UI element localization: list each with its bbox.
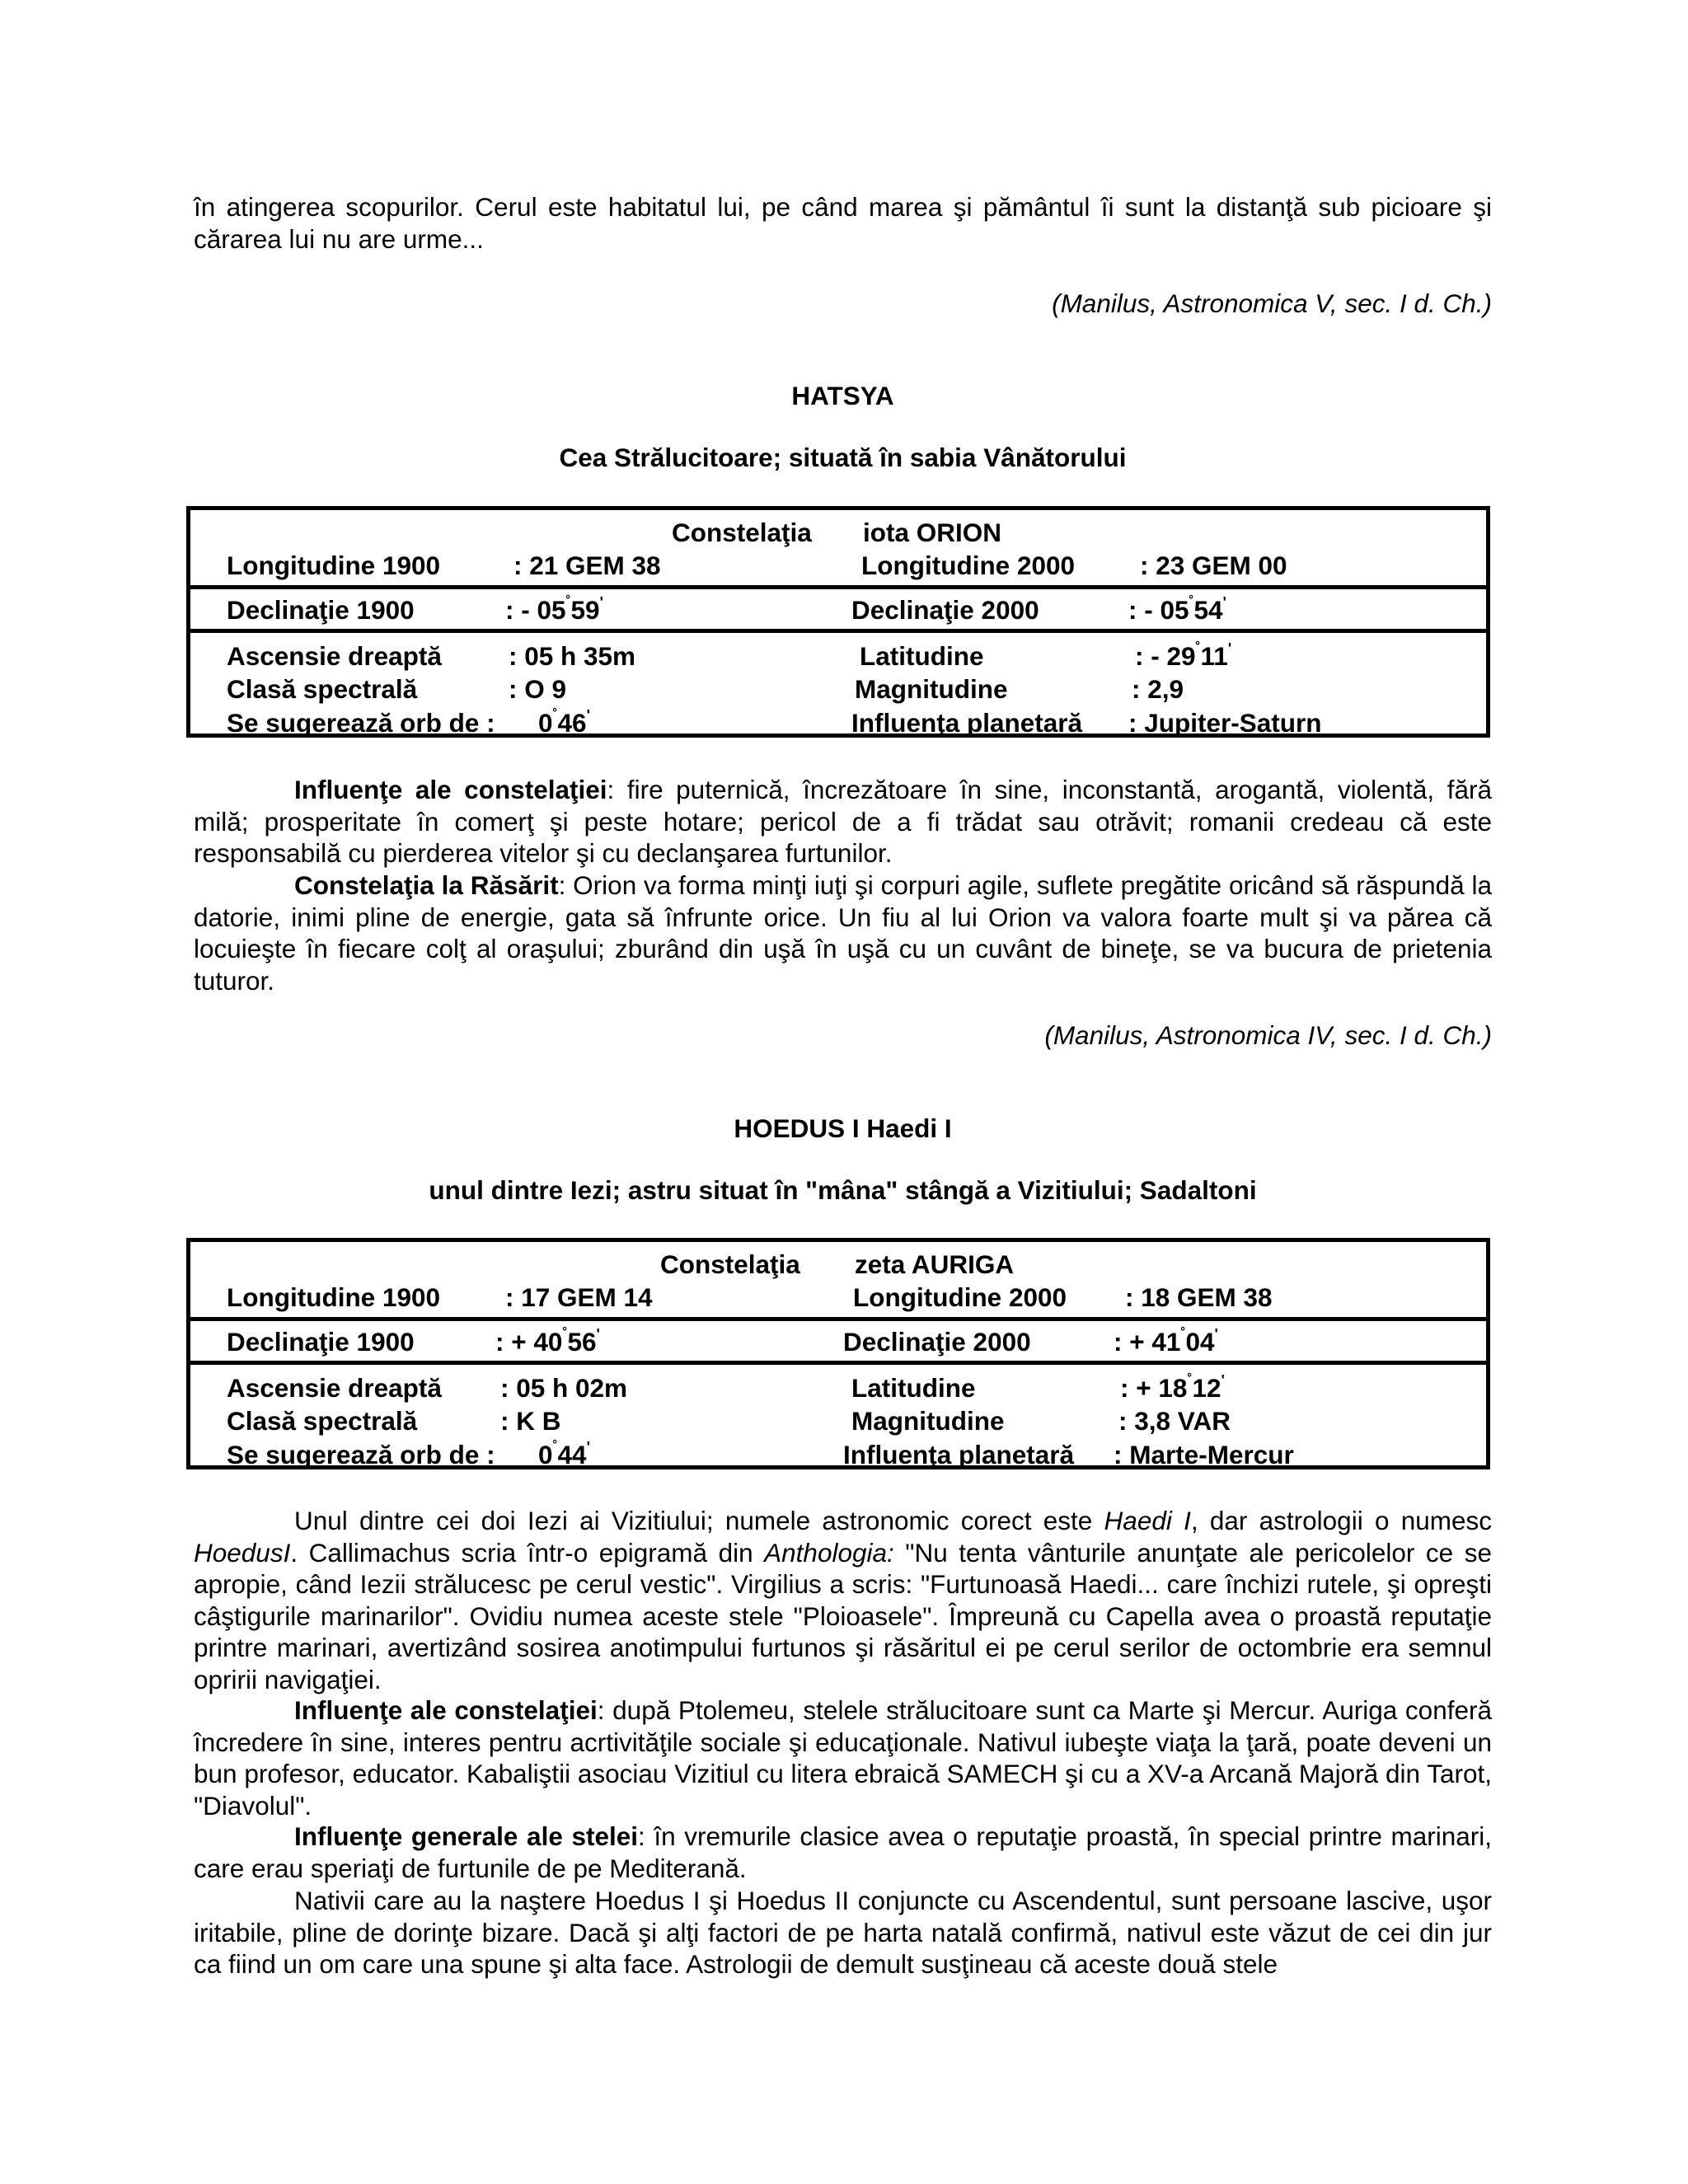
hatsya-citation: (Manilus, Astronomica IV, sec. I d. Ch.) bbox=[1044, 1020, 1492, 1050]
declination-2000-label: Declinaţie 2000 bbox=[843, 1327, 1031, 1357]
spectral-class-value: : O 9 bbox=[509, 674, 567, 704]
hatsya-subtitle: Cea Strălucitoare; situată în sabia Vânătorului bbox=[559, 443, 1127, 472]
declination-2000-value: : - 05˚54' bbox=[1128, 594, 1226, 625]
longitude-2000-label: Longitudine 2000 bbox=[853, 1282, 1067, 1312]
magnitude-label: Magnitudine bbox=[851, 1406, 1005, 1436]
hoedus-paragraph-intro: Unul dintre cei doi Iezi ai Vizitiului; numele astronomic corect este Haedi I, dar astrologii o numesc HoedusI. Callimachus scria într-o epigramă din Anthologia: "Nu tenta vânturile anunţate ale pericolelor ce se apropie, când Iezii strălucesc pe cerul vestic". Virgilius a scris: "Furtunoasă Haedi... care închizi rutele, şi opreşti câştigurile marinarilor". Ovidiu numea aceste stele "Ploioasele". Împreună cu Capella avea o proastă reputaţie printre marinari, avertizând sosirea anotimpului furtunos şi răsăritul ei pe cerul serilor de octombrie era semnul opririi navigaţiei. bbox=[194, 1506, 1492, 1694]
longitude-1900-label: Longitudine 1900 bbox=[227, 551, 441, 580]
magnitude-label: Magnitudine bbox=[855, 674, 1008, 704]
latitude-value: : + 18˚12' bbox=[1120, 1372, 1225, 1403]
longitude-1900-value: : 17 GEM 14 bbox=[505, 1282, 653, 1312]
planetary-influence-value: : Marte-Mercur bbox=[1114, 1440, 1294, 1469]
hatsya-title: HATSYA bbox=[791, 381, 894, 410]
right-ascension-value: : 05 h 02m bbox=[500, 1373, 628, 1403]
hoedus-paragraph-natives: Nativii care au la naştere Hoedus I şi Hoedus II conjuncte cu Ascendentul, sunt persoane lascive, uşor iritabile, pline de dorinţe bizare. Dacă şi alţi factori de pe harta natală confirmă, nativul este văzut de cei din jur ca fiind un om care una spune şi alta face. Astrologii de demult susţineau că aceste două stele bbox=[194, 1886, 1492, 1979]
hoedus-data-table bbox=[186, 1238, 1490, 1469]
longitude-1900-value: : 21 GEM 38 bbox=[513, 551, 661, 580]
orb-value: 0˚44' bbox=[538, 1439, 590, 1469]
hoedus-title: HOEDUS I Haedi I bbox=[734, 1113, 952, 1143]
table-separator bbox=[190, 1317, 1486, 1321]
right-ascension-label: Ascensie dreaptă bbox=[227, 1373, 442, 1403]
hatsya-paragraph-rising: Constelaţia la Răsărit: Orion va forma minţi iuţi şi corpuri agile, suflete pregătite oricând să răspundă la datorie, inimi pline de energie, gata să înfrunte orice. Un fiu al lui Orion va valora foarte mult şi va părea că locuieşte în fiecare colţ al oraşului; zburând din uşă în uşă cu un cuvânt de bineţe, se va bucura de prietenia tuturor. bbox=[194, 870, 1493, 996]
spectral-class-label: Clasă spectrală bbox=[227, 674, 418, 704]
orb-label: Se sugerează orb de : bbox=[227, 1440, 495, 1469]
intro-citation: (Manilus, Astronomica V, sec. I d. Ch.) bbox=[1052, 288, 1492, 318]
table-separator bbox=[190, 629, 1486, 633]
latitude-label: Latitudine bbox=[851, 1373, 976, 1403]
magnitude-value: : 3,8 VAR bbox=[1118, 1406, 1231, 1436]
declination-1900-value: : + 40˚56' bbox=[495, 1326, 600, 1357]
orb-label: Se sugerează orb de : bbox=[227, 708, 495, 738]
declination-2000-value: : + 41˚04' bbox=[1114, 1326, 1218, 1357]
magnitude-value: : 2,9 bbox=[1132, 674, 1184, 704]
planetary-influence-value: : Jupiter-Saturn bbox=[1128, 708, 1322, 738]
longitude-2000-value: : 18 GEM 38 bbox=[1125, 1282, 1273, 1312]
intro-paragraph: în atingerea scopurilor. Cerul este habitatul lui, pe când marea şi pământul îi sunt la distanţă sub picioare şi cărarea lui nu are urme... bbox=[194, 192, 1492, 254]
right-ascension-value: : 05 h 35m bbox=[509, 641, 636, 671]
table-separator bbox=[190, 585, 1486, 589]
planetary-influence-label: Influenţa planetară bbox=[851, 708, 1083, 738]
constellation-value: zeta AURIGA bbox=[855, 1249, 1015, 1279]
constellation-value: iota ORION bbox=[863, 518, 1002, 547]
orb-value: 0˚46' bbox=[538, 707, 590, 738]
declination-1900-value: : - 05˚59' bbox=[505, 594, 603, 625]
longitude-1900-label: Longitudine 1900 bbox=[227, 1282, 441, 1312]
latitude-value: : - 29˚11' bbox=[1135, 640, 1232, 671]
right-ascension-label: Ascensie dreaptă bbox=[227, 641, 442, 671]
spectral-class-value: : K B bbox=[500, 1406, 561, 1436]
longitude-2000-label: Longitudine 2000 bbox=[861, 551, 1076, 580]
constellation-label: Constelaţia bbox=[660, 1249, 800, 1279]
constellation-label: Constelaţia bbox=[672, 518, 812, 547]
declination-1900-label: Declinaţie 1900 bbox=[227, 1327, 415, 1357]
hatsya-paragraph-influences: Influenţe ale constelaţiei: fire puternică, încrezătoare în sine, inconstantă, arogantă, violentă, fără milă; prosperitate în comerţ şi peste hotare; pericol de a fi trădat sau otrăvit; romanii credeau că este responsabilă cu pierderea vitelor şi cu declanşarea furtunilor. bbox=[194, 775, 1492, 868]
spectral-class-label: Clasă spectrală bbox=[227, 1406, 418, 1436]
hoedus-subtitle: unul dintre Iezi; astru situat în "mâna" stângă a Vizitiului; Sadaltoni bbox=[429, 1175, 1257, 1205]
table-separator bbox=[190, 1361, 1486, 1365]
hatsya-data-table bbox=[186, 506, 1490, 738]
declination-1900-label: Declinaţie 1900 bbox=[227, 595, 415, 625]
declination-2000-label: Declinaţie 2000 bbox=[851, 595, 1039, 625]
latitude-label: Latitudine bbox=[860, 641, 984, 671]
longitude-2000-value: : 23 GEM 00 bbox=[1140, 551, 1287, 580]
hoedus-paragraph-general: Influenţe generale ale stelei: în vremurile clasice avea o reputaţie proastă, în special printre marinari, care erau speriaţi de furtunile de pe Mediterană. bbox=[194, 1821, 1492, 1883]
planetary-influence-label: Influenţa planetară bbox=[843, 1440, 1075, 1469]
hoedus-paragraph-influences: Influenţe ale constelaţiei: după Ptolemeu, stelele strălucitoare sunt ca Marte şi Mercur. Auriga conferă încredere în sine, interes pentru acrtivităţile sociale şi educaţionale. Nativul iubeşte viaţa la ţară, poate deveni un bun profesor, educator. Kabaliştii asociau Vizitiul cu litera ebraică SAMECH şi cu a XV-a Arcană Majoră din Tarot, "Diavolul". bbox=[194, 1695, 1492, 1821]
